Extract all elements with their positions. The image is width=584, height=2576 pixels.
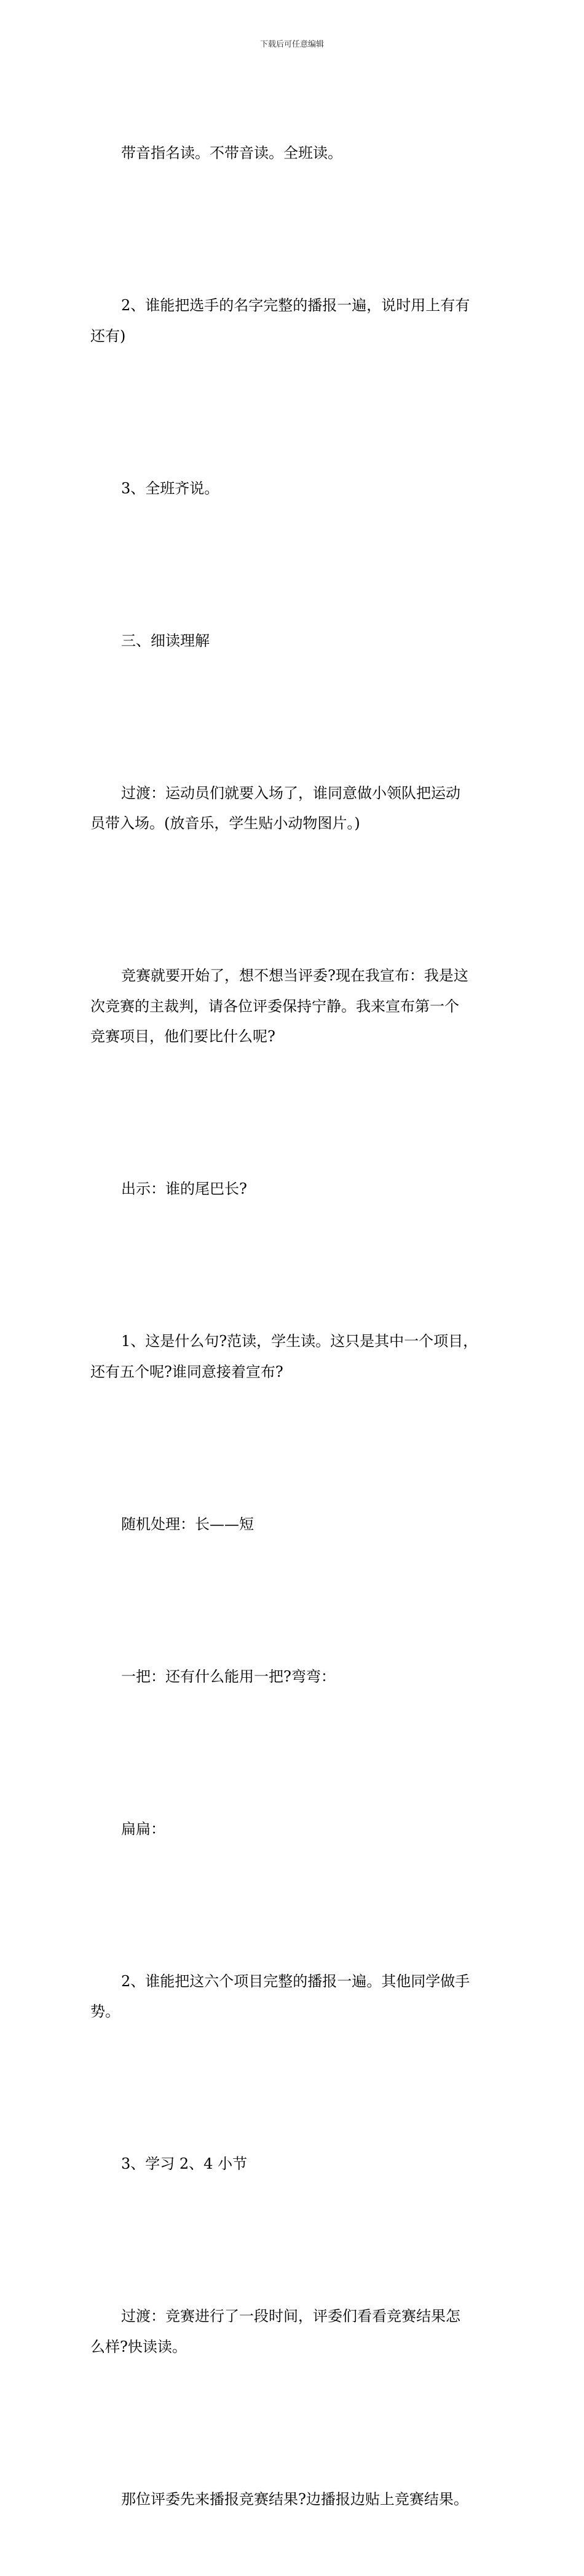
text-line: 3、全班齐说。 <box>121 479 219 497</box>
text-line: 还有) <box>90 327 126 345</box>
text-line: 3、学习 2、4 小节 <box>121 2155 248 2173</box>
paragraph <box>90 2088 503 2241</box>
text-line: 竞赛项目，他们要比什么呢? <box>90 1028 275 1046</box>
paragraph <box>90 1266 503 1449</box>
text-line: 三、细读理解 <box>121 632 210 649</box>
section-heading <box>90 565 503 718</box>
paragraph <box>90 900 503 1113</box>
text-line: 2、谁能把选手的名字完整的播报一遍，说时用上有有 <box>121 297 470 315</box>
text-line: 一把：还有什么能用一把?弯弯： <box>121 1667 336 1685</box>
paragraph <box>90 230 503 413</box>
text-line: 员带入场。(放音乐，学生贴小动物图片。) <box>90 815 360 832</box>
paragraph <box>90 2424 503 2576</box>
paragraph <box>90 2241 503 2424</box>
paragraph <box>90 1753 503 1906</box>
text-line: 随机处理：长——短 <box>121 1515 254 1533</box>
paragraph <box>90 1601 503 1753</box>
text-line: 带音指名读。不带音读。全班读。 <box>121 144 342 162</box>
text-line: 过渡：竞赛进行了一段时间，评委们看看竞赛结果怎 <box>121 2308 460 2325</box>
paragraph <box>90 1113 503 1266</box>
text-line: 那位评委先来播报竞赛结果?边播报边贴上竞赛结果。 <box>121 2490 468 2508</box>
text-line: 1、这是什么句?范读，学生读。这只是其中一个项目， <box>121 1333 478 1350</box>
paragraph <box>90 1906 503 2089</box>
text-line: 势。 <box>90 2003 120 2021</box>
text-line: 2、谁能把这六个项目完整的播报一遍。其他同学做手 <box>121 1972 470 1990</box>
text-line: 还有五个呢?谁同意接着宣布? <box>90 1363 283 1380</box>
text-line: 扁扁： <box>121 1820 165 1838</box>
text-line: 竞赛就要开始了，想不想当评委?现在我宣布：我是这 <box>121 967 468 985</box>
text-line: 过渡：运动员们就要入场了，谁同意做小领队把运动 <box>121 784 460 802</box>
text-line: 出示：谁的尾巴长? <box>121 1180 247 1198</box>
paragraph <box>90 1449 503 1601</box>
text-line: 么样?快读读。 <box>90 2338 187 2355</box>
paragraph <box>90 717 503 900</box>
document-body <box>90 77 503 2576</box>
text-line: 次竞赛的主裁判，请各位评委保持宁静。我来宣布第一个 <box>90 997 459 1015</box>
paragraph <box>90 413 503 565</box>
page-header: 下载后可任意编辑 <box>259 40 324 49</box>
paragraph <box>90 77 503 230</box>
